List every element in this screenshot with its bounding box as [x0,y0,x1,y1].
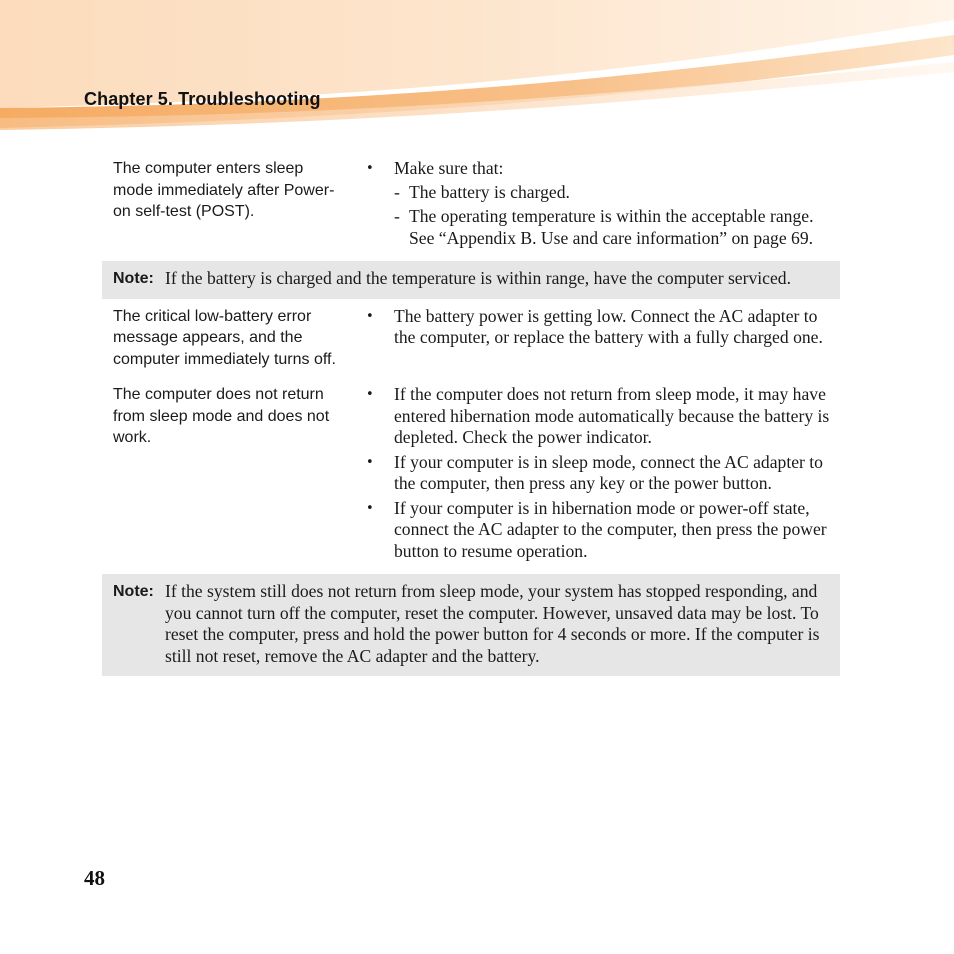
sub-list [394,182,840,250]
sub-list-item: - The operating temperature is within the acceptable range. See “Appendix B. Use and care information” on page 69. [394,206,840,249]
problem-description: The computer does not return from sleep mode and does not work. [113,386,330,446]
note-label: Note: [113,583,154,600]
note-text: If the system still does not return from sleep mode, your system has stopped responding, and you cannot turn off the computer, reset the computer. However, unsaved data may be lost. To reset the computer, press and hold the power button for 4 seconds or more. If the computer is still not reset, remove the AC adapter and the battery. [165,581,820,666]
sub-list-item: - The battery is charged. [394,182,840,204]
list-item: • If the computer does not return from sleep mode, it may have entered hibernation mode automatically because the battery is depleted. Check the power indicator. [362,384,840,449]
header-decoration [0,0,954,130]
solution-cell [346,306,840,371]
solution-list [362,306,840,349]
header-wave-graphic [0,0,954,130]
list-item [362,158,840,249]
note-label: Note: [113,270,154,287]
solution-list [362,384,840,562]
chapter-title: Chapter 5. Troubleshooting [84,89,321,109]
solution-cell [346,384,840,565]
list-item: • The battery power is getting low. Connect the AC adapter to the computer, or replace the battery with a fully charged one. [362,306,840,349]
table-row [102,158,840,252]
table-row [102,306,840,371]
note-box [102,574,840,676]
note-text: If the battery is charged and the temperature is within range, have the computer serviced. [165,268,791,288]
list-item: • If your computer is in hibernation mode or power-off state, connect the AC adapter to the computer, then press the power button to resume operation. [362,498,840,563]
note-box [102,261,840,299]
page-number: 48 [84,866,105,890]
troubleshooting-table [102,158,840,676]
list-item: • If your computer is in sleep mode, connect the AC adapter to the computer, then press any key or the power button. [362,452,840,495]
problem-description: The critical low-battery error message appears, and the computer immediately turns off. [113,307,336,368]
table-row [102,384,840,565]
solution-list [362,158,840,249]
solution-cell [346,158,840,252]
solution-intro: Make sure that: [394,158,504,178]
problem-description: The computer enters sleep mode immediately after Power-on self-test (POST). [113,160,335,220]
